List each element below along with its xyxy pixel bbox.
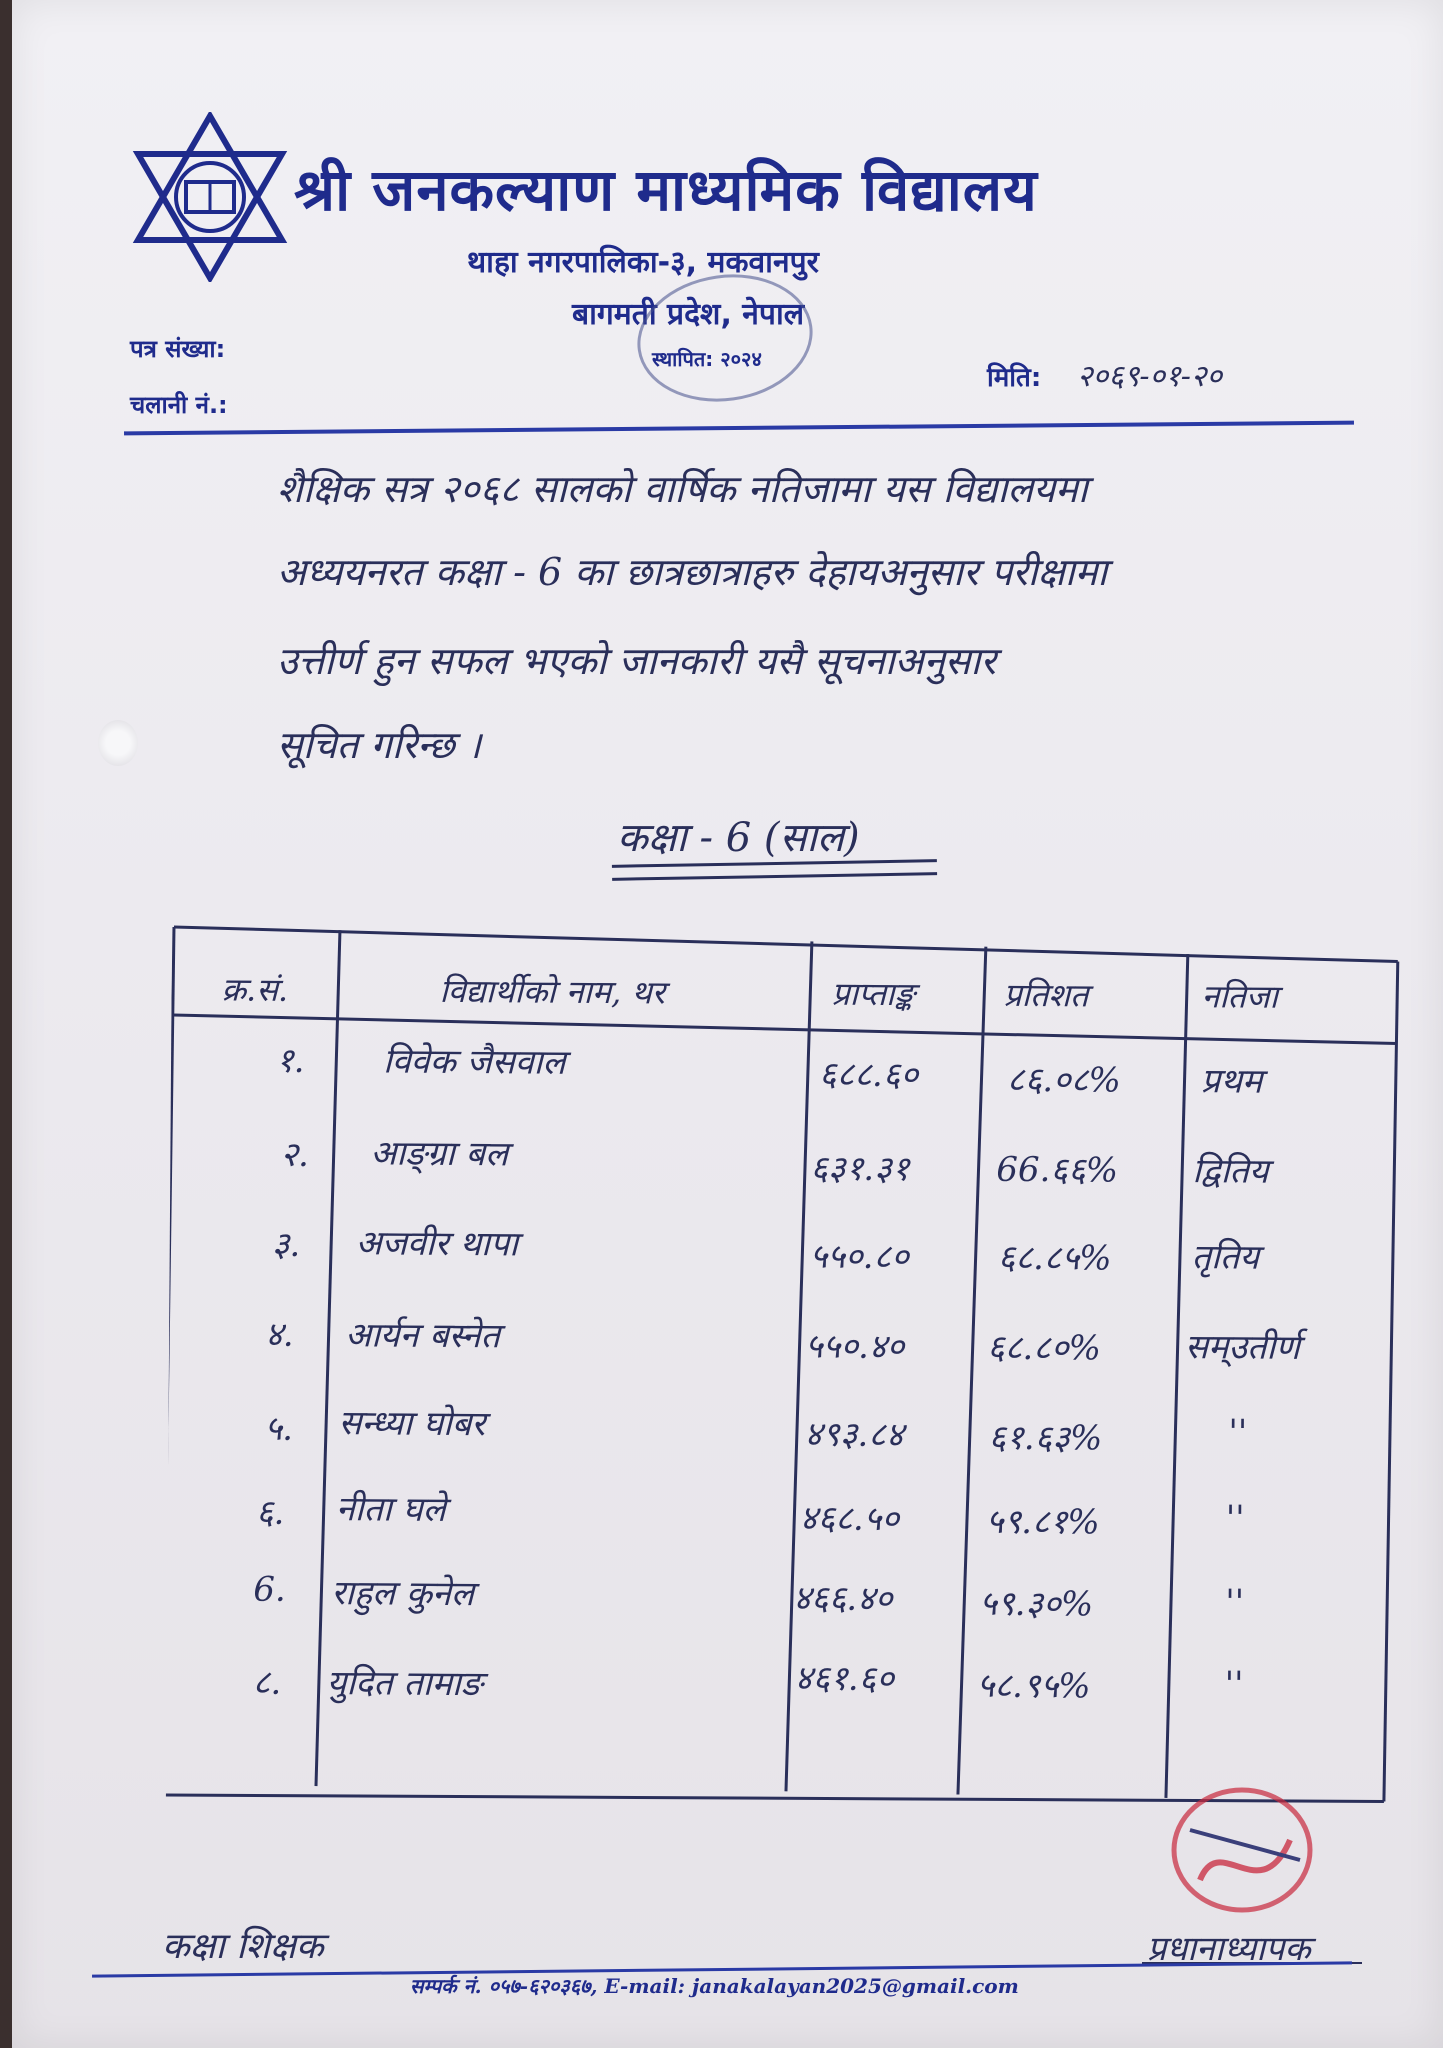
cell-sn: ५. [264,1408,294,1449]
cell-name: अजवीर थापा [355,1223,519,1265]
notice-line-4: सूचित गरिन्छ । [277,723,482,767]
cell-marks: ४९३.८४ [804,1414,904,1456]
cell-sn: २. [280,1134,310,1175]
letter-paper [12,0,1443,2048]
established-year: स्थापित: २०२४ [652,347,762,371]
header-sn: क्र.सं. [221,970,289,1009]
cell-sn: १. [275,1040,305,1081]
cell-marks: ६८८.६० [818,1054,919,1096]
cell-marks: ५५०.४० [804,1326,905,1368]
notice-line-2: अध्ययनरत कक्षा - 6 का छात्रछात्राहरु देहायअनुसार परीक्षामा [277,550,1108,594]
cell-marks: ४६८.५० [799,1498,900,1540]
principal-signature: प्रधानाध्यापक [1147,1929,1311,1969]
header-result: नतिजा [1201,977,1278,1016]
school-emblem-icon [130,112,290,282]
cell-percent: ५८.९५% [976,1665,1091,1707]
contact-info: सम्पर्क नं. ०५७-६२०३६७, E-mail: janakalayan2025@gmail.com [410,1974,1019,1998]
cell-marks: ४६१.६० [794,1658,895,1700]
cell-percent: ८६.०८% [1006,1059,1121,1101]
date-label: मिति: [987,363,1042,393]
table-row [167,1627,1396,1720]
cell-result: प्रथम [1200,1061,1263,1102]
cell-sn: 6. [253,1569,286,1610]
cell-name: आर्यन बस्नेत [345,1315,501,1357]
cell-result: सम्उतीर्ण [1184,1327,1300,1368]
table-header-row [171,925,1400,1024]
cell-result: '' [1225,1498,1245,1539]
cell-percent: ६८.८५% [997,1237,1112,1279]
results-table [166,925,1400,1806]
cell-sn: ८. [252,1662,282,1703]
letter-number-label: पत्र संख्या: [130,335,226,363]
header-marks: प्राप्ताङ्क [831,974,915,1014]
school-address-line1: थाहा नगरपालिका-३, मकवानपुर [467,245,819,280]
cell-name: नीता घले [335,1489,446,1530]
class-teacher-signature: कक्षा शिक्षक [162,1926,324,1967]
cell-name: विवेक जैसवाल [382,1041,566,1083]
notice-line-3: उत्तीर्ण हुन सफल भएको जानकारी यसै सूचनाअनुसार [277,639,996,683]
cell-marks: ५५०.८० [809,1236,910,1278]
cell-percent: ५९.३०% [979,1583,1094,1625]
stamp-ring [629,263,821,412]
table-row [168,1375,1397,1468]
header-percent: प्रतिशत [1003,975,1089,1015]
cell-marks: ४६६.४० [793,1578,893,1620]
table-row [167,1543,1396,1636]
cell-result: तृतिय [1191,1237,1260,1278]
cell-percent: 66.६६% [996,1149,1119,1191]
header-divider [124,421,1354,436]
cell-sn: ३. [271,1224,301,1265]
cell-percent: ५९.८१% [985,1501,1100,1543]
date-value: २०६९-०१-२० [1077,359,1223,394]
cell-name: राहुल कुनेल [331,1573,475,1615]
class-title: कक्षा - 6 (साल) [617,815,860,861]
cell-percent: ६१.६३% [988,1417,1103,1459]
table-row [169,1203,1398,1296]
cell-result: द्वितिय [1192,1151,1269,1192]
dispatch-number-label: चलानी नं.: [130,391,228,419]
cell-percent: ६८.८०% [986,1327,1102,1369]
cell-name: आङ्ग्रा बल [370,1133,509,1175]
cell-name: सन्ध्या घोबर [338,1403,486,1445]
table-row [168,1459,1397,1552]
school-name: श्री जनकल्याण माध्यमिक विद्यालय [294,156,1038,224]
table-row [170,1117,1399,1210]
table-row [171,1035,1400,1128]
cell-marks: ६३१.३१ [810,1148,910,1190]
notice-line-1: शैक्षिक सत्र २०६८ सालको वार्षिक नतिजामा यस विद्यालयमा [277,467,1088,511]
school-address-line2: बागमती प्रदेश, नेपाल [572,297,805,332]
cell-result: '' [1224,1664,1244,1705]
school-seal-stamp [1160,1770,1320,1920]
table-row [169,1289,1398,1382]
cell-name: युदित तामाङ [326,1663,483,1705]
cell-result: '' [1228,1412,1248,1453]
cell-result: '' [1225,1582,1245,1623]
header-student-name: विद्यार्थीको नाम, थर [439,971,666,1012]
punch-hole [98,720,138,766]
cell-sn: ४. [265,1314,294,1355]
cell-sn: ६. [255,1492,285,1533]
